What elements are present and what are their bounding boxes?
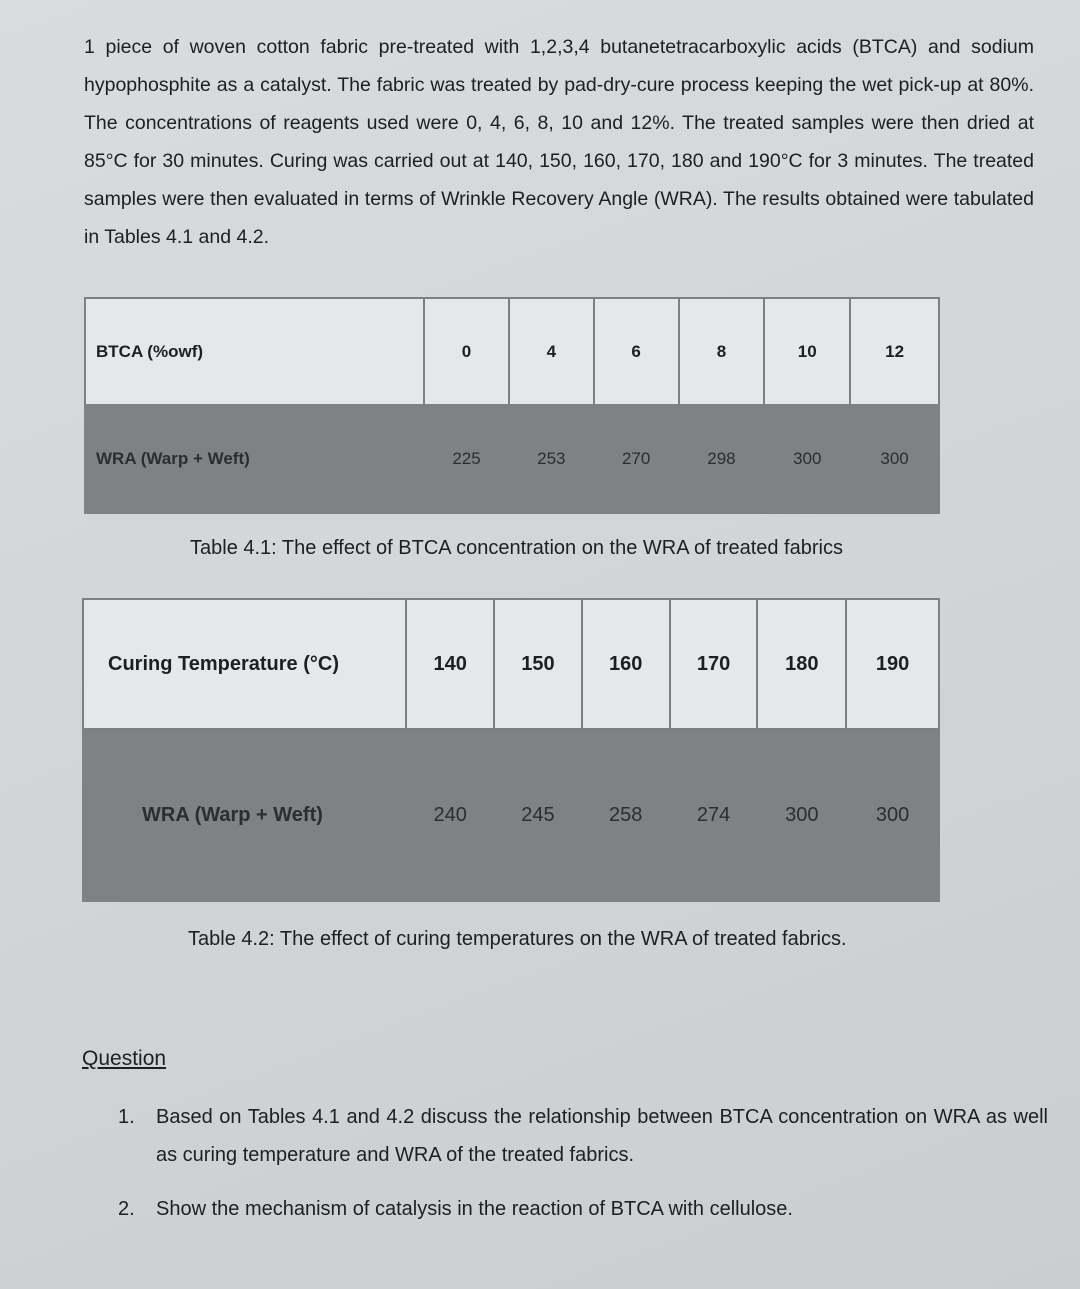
header-label: BTCA (%owf): [85, 298, 424, 405]
table-cell: 300: [757, 729, 846, 901]
table-cell: 300: [850, 405, 939, 513]
header-cell: 140: [406, 599, 494, 729]
table-cell: 300: [764, 405, 850, 513]
intro-paragraph: 1 piece of woven cotton fabric pre-treated with 1,2,3,4 butanetetracarboxylic acids (BTCA) and sodium hypophosphite as a catalyst. The fabric was treated by pad-dry-cure process keeping the wet pick-up at 80%. The concentrations of reagents used were 0, 4, 6, 8, 10 and 12%. The treated samples were then dried at 85°C for 30 minutes. Curing was carried out at 140, 150, 160, 170, 180 and 190°C for 3 minutes. The treated samples were then evaluated in terms of Wrinkle Recovery Angle (WRA). The results obtained were tabulated in Tables 4.1 and 4.2.: [84, 36, 1034, 248]
header-cell: 8: [679, 298, 765, 405]
table-4-2-caption: Table 4.2: The effect of curing temperatures on the WRA of treated fabrics.: [188, 928, 847, 950]
question-item: [118, 1190, 1048, 1228]
table-cell: 240: [406, 729, 494, 901]
header-cell: 6: [594, 298, 679, 405]
question-number: 2.: [118, 1198, 135, 1220]
table-4-2: [82, 598, 940, 902]
table-cell: 270: [594, 405, 679, 513]
header-cell: 180: [757, 599, 846, 729]
table-header-row: [85, 298, 939, 405]
header-cell: 150: [494, 599, 582, 729]
table-4-1: [84, 297, 940, 514]
row-label: WRA (Warp + Weft): [85, 405, 424, 513]
table-cell: 225: [424, 405, 509, 513]
table-cell: 300: [846, 729, 939, 901]
header-cell: 170: [670, 599, 758, 729]
question-heading: Question: [82, 1047, 167, 1070]
question-text: Based on Tables 4.1 and 4.2 discuss the relationship between BTCA concentration on WRA as well as curing temperature and WRA of the treated fabrics.: [156, 1106, 1048, 1166]
header-cell: 160: [582, 599, 670, 729]
table-cell: 258: [582, 729, 670, 901]
header-cell: 4: [509, 298, 594, 405]
question-number: 1.: [118, 1106, 135, 1128]
header-cell: 190: [846, 599, 939, 729]
question-item: [118, 1098, 1048, 1174]
table-cell: 298: [679, 405, 765, 513]
table-header-row: [83, 599, 939, 729]
table-cell: 245: [494, 729, 582, 901]
header-label: Curing Temperature (°C): [83, 599, 406, 729]
table-row: [83, 729, 939, 901]
table-cell: 274: [670, 729, 758, 901]
table-4-1-caption: Table 4.1: The effect of BTCA concentration on the WRA of treated fabrics: [190, 537, 843, 559]
header-cell: 10: [764, 298, 850, 405]
question-list: [118, 1098, 1048, 1244]
question-text: Show the mechanism of catalysis in the reaction of BTCA with cellulose.: [156, 1198, 793, 1220]
table-cell: 253: [509, 405, 594, 513]
row-label: WRA (Warp + Weft): [83, 729, 406, 901]
header-cell: 0: [424, 298, 509, 405]
header-cell: 12: [850, 298, 939, 405]
table-row: [85, 405, 939, 513]
